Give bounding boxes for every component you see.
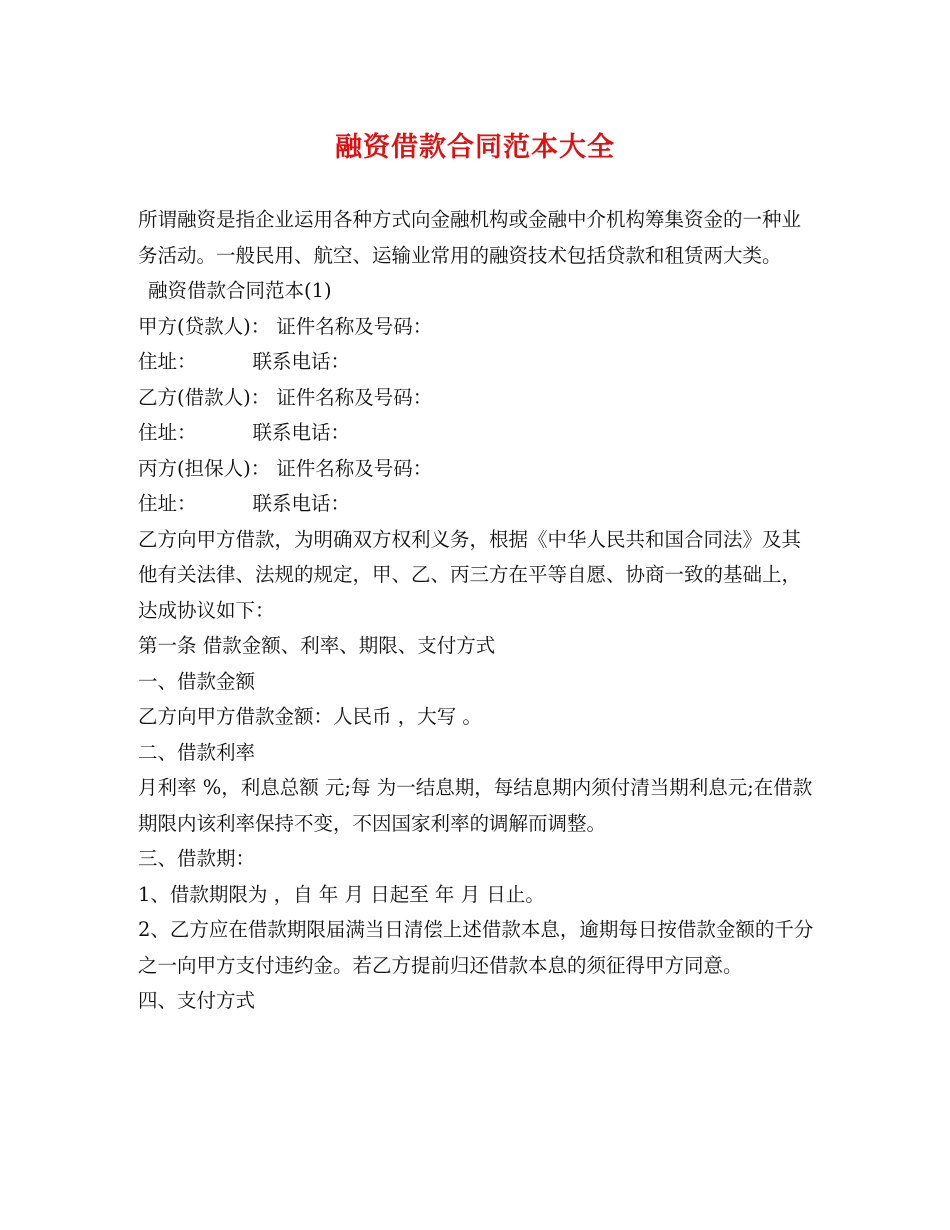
lender-address-label: 住址： [138, 350, 197, 373]
section-payment-heading: 四、支付方式 [138, 989, 256, 1012]
guarantor-line [138, 451, 818, 487]
intro-paragraph: 所谓融资是指企业运用各种方式向金融机构或金融中介机构筹集资金的一种业务活动。一般民用、航空、运输业常用的融资技术包括贷款和租赁两大类。 [138, 208, 802, 267]
borrower-address-line [138, 415, 818, 451]
borrower-phone-label: 联系电话： [252, 421, 351, 444]
borrower-address-label: 住址： [138, 421, 197, 444]
guarantor-phone-label: 联系电话： [252, 492, 351, 515]
borrower-id-label: 证件名称及号码： [276, 385, 433, 409]
agreement-paragraph: 乙方向甲方借款，为明确双方权利义务，根据《中华人民共和国合同法》及其他有关法律、法规的规定，甲、乙、丙三方在平等自愿、协商一致的基础上，达成协议如下： [138, 527, 802, 622]
borrower-line [138, 380, 818, 416]
guarantor-address-label: 住址： [138, 492, 197, 515]
section-term-heading: 三、借款期： [138, 847, 256, 870]
lender-id-label: 证件名称及号码： [276, 314, 433, 338]
lender-line [138, 309, 818, 345]
loan-amount-text: 乙方向甲方借款金额：人民币 ，大写 。 [138, 705, 482, 728]
borrower-label: 乙方(借款人)： [138, 385, 271, 409]
article-one-heading: 第一条 借款金额、利率、期限、支付方式 [138, 634, 496, 657]
section-interest-heading: 二、借款利率 [138, 740, 256, 764]
document-title: 融资借款合同范本大全 [335, 132, 615, 163]
lender-address-line [138, 344, 818, 380]
section-amount-heading: 一、借款金额 [138, 669, 256, 693]
document-body [138, 202, 818, 1019]
guarantor-id-label: 证件名称及号码： [276, 456, 433, 480]
lender-label: 甲方(贷款人)： [138, 314, 271, 338]
guarantor-address-line [138, 486, 818, 522]
term-item-2: 2、乙方应在借款期限届满当日清偿上述借款本息，逾期每日按借款金额的千分之一向甲方支付违约金。若乙方提前归还借款本息的须征得甲方同意。 [138, 918, 814, 977]
guarantor-label: 丙方(担保人)： [138, 456, 271, 480]
contract-subtitle: 融资借款合同范本(1) [148, 279, 332, 302]
term-item-1: 1、借款期限为 ，自 年 月 日起至 年 月 日止。 [138, 882, 545, 906]
interest-text: 月利率 %，利息总额 元;每 为一结息期，每结息期内须付清当期利息元;在借款期限内该利率保持不变，不因国家利率的调解而调整。 [138, 776, 813, 835]
lender-phone-label: 联系电话： [252, 350, 351, 373]
